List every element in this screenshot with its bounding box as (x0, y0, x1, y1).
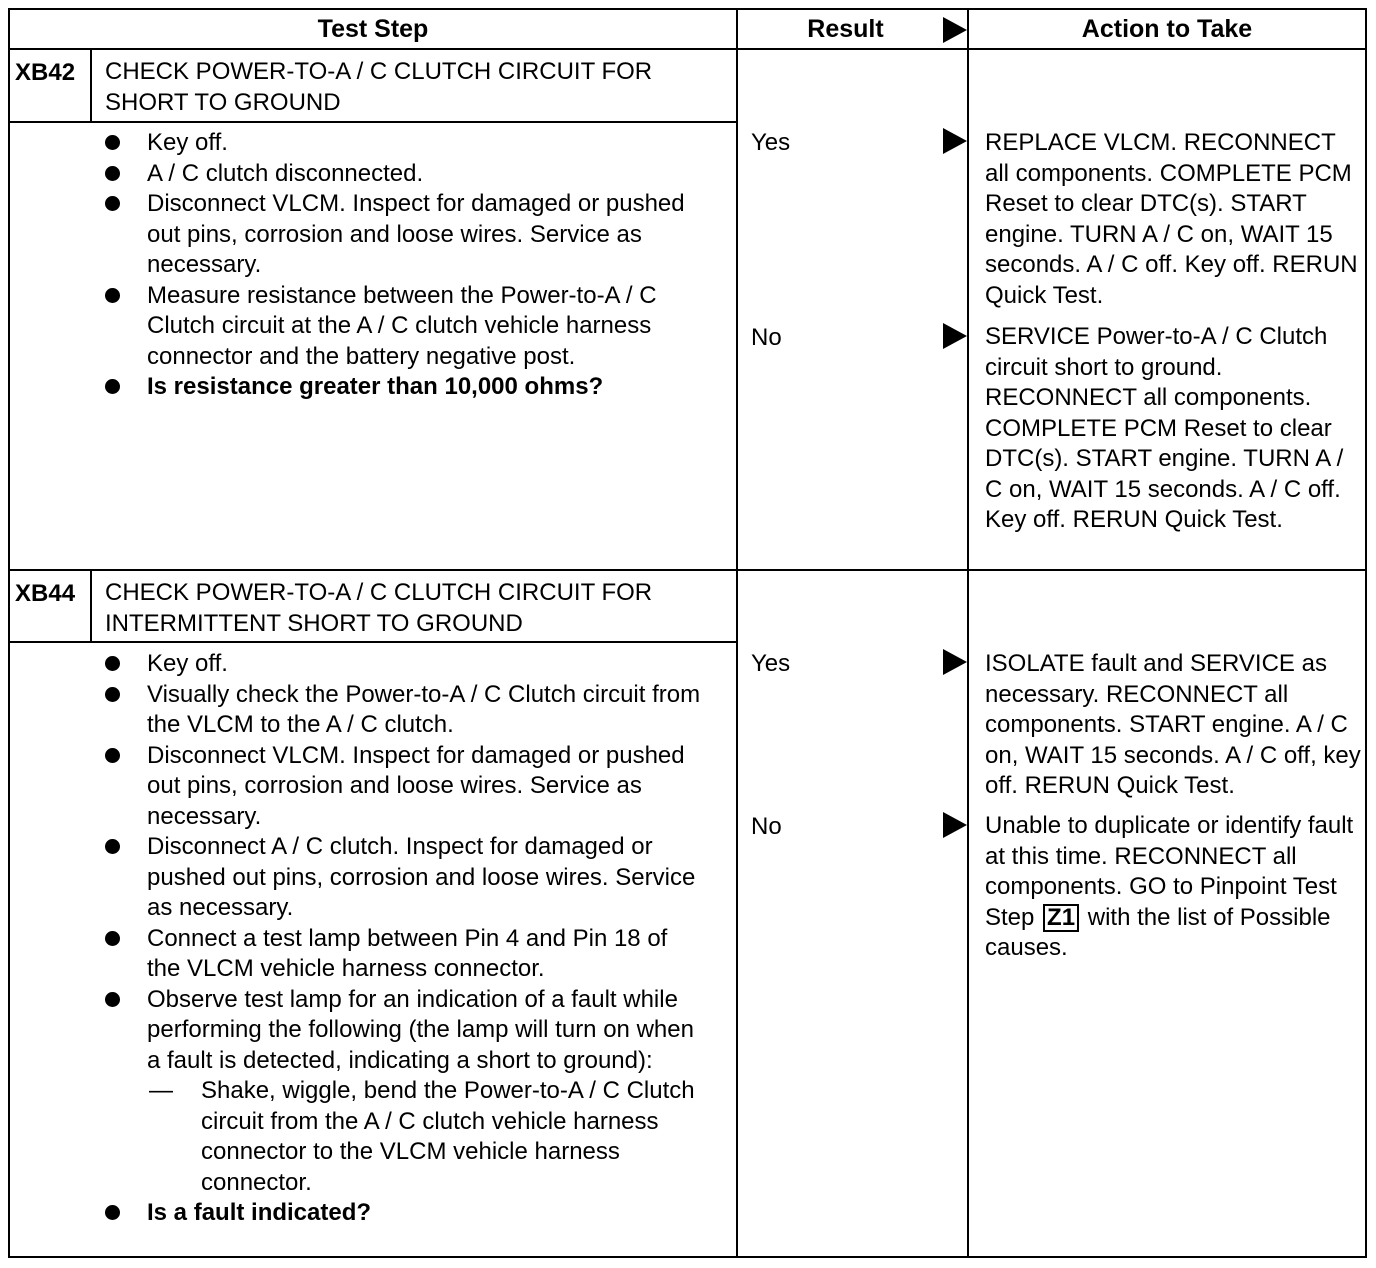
xb42-title-underline (8, 121, 737, 123)
bullet-text: Key off. (147, 129, 228, 156)
action-text (985, 811, 1365, 964)
bullet-icon (105, 656, 120, 671)
action-text-part: with the list of Possible causes. (985, 903, 1331, 961)
bullet-item (105, 281, 705, 373)
sub-bullet-text: Shake, wiggle, bend the Power-to-A / C Clutch circuit from the A / C clutch vehicle harness connector to the VLCM vehicle harness connector. (201, 1077, 695, 1196)
xb44-code-divider (90, 570, 92, 643)
col-divider-result (736, 8, 738, 1258)
step-title-line: SHORT TO GROUND (105, 88, 341, 116)
bullet-icon (105, 992, 120, 1007)
bullet-icon (105, 166, 120, 181)
bullet-question (105, 1198, 705, 1229)
bullet-text: Is a fault indicated? (147, 1199, 372, 1226)
step-title-line: CHECK POWER-TO-A / C CLUTCH CIRCUIT FOR (105, 579, 653, 606)
result-yes: Yes (751, 650, 791, 677)
header-test-step: Test Step (317, 15, 429, 43)
xb42-code-divider (90, 48, 92, 122)
test-step-reference[interactable]: Z1 (1043, 904, 1079, 932)
bullet-text: Observe test lamp for an indication of a fault while performing the following (the lamp will turn on when a fault is detected, indicating a short to ground): (147, 985, 694, 1074)
xb44-title-underline (8, 641, 737, 643)
result-no: No (751, 324, 782, 351)
arrow-icon (943, 649, 967, 675)
header-arrow-icon (943, 17, 967, 43)
col-divider-action (967, 8, 969, 1258)
header-result: Result (807, 15, 884, 43)
bullet-text: Key off. (147, 650, 228, 677)
bullet-icon (105, 135, 120, 150)
step-title-line: CHECK POWER-TO-A / C CLUTCH CIRCUIT FOR (105, 58, 653, 85)
bullet-text: Connect a test lamp between Pin 4 and Pin 18 of the VLCM vehicle harness connector. (147, 924, 668, 982)
header-action: Action to Take (1081, 15, 1253, 43)
bullet-icon (105, 687, 120, 702)
border-bottom (8, 1256, 1367, 1258)
row-divider (8, 569, 1367, 571)
bullet-icon (105, 748, 120, 763)
bullet-icon (105, 1205, 120, 1220)
bullet-question (105, 372, 705, 403)
arrow-icon (943, 812, 967, 838)
bullet-icon (105, 196, 120, 211)
bullet-text: Is resistance greater than 10,000 ohms? (147, 373, 604, 400)
step-title (105, 578, 652, 639)
bullet-icon (105, 288, 120, 303)
action-text: SERVICE Power-to-A / C Clutch circuit short to ground. RECONNECT all components. COMPLETE PCM Reset to clear DTC(s). START engine. TURN A / C on, WAIT 15 seconds. A / C off. Key off. RERUN Quick Test. (985, 323, 1344, 533)
bullet-text: Disconnect VLCM. Inspect for damaged or pushed out pins, corrosion and loose wires. Service as necessary. (147, 190, 685, 278)
bullet-item (105, 159, 705, 190)
bullet-item (105, 649, 705, 680)
bullet-item (105, 741, 705, 833)
step-title-line: INTERMITTENT SHORT TO GROUND (105, 609, 523, 637)
bullet-icon (105, 931, 120, 946)
action-text-part: Unable to duplicate or identify fault at this time. RECONNECT all components. GO to Pinpoint Test Step (985, 812, 1354, 931)
bullet-item (105, 985, 705, 1199)
arrow-icon (943, 128, 967, 154)
step-bullets (105, 649, 705, 1229)
result-no: No (751, 813, 782, 840)
sub-bullet (105, 1076, 705, 1198)
bullet-text: Disconnect VLCM. Inspect for damaged or pushed out pins, corrosion and loose wires. Service as necessary. (147, 741, 685, 830)
action-text: ISOLATE fault and SERVICE as necessary. RECONNECT all components. START engine. A / C on, WAIT 15 seconds. A / C off, key off. RERUN Quick Test. (985, 650, 1361, 799)
bullet-item (105, 128, 705, 159)
bullet-icon (105, 839, 120, 854)
bullet-text: Measure resistance between the Power-to-A / C Clutch circuit at the A / C clutch vehicle harness connector and the battery negative post. (147, 281, 657, 370)
action-text: REPLACE VLCM. RECONNECT all components. COMPLETE PCM Reset to clear DTC(s). START engine. TURN A / C on, WAIT 15 seconds. A / C off. Key off. RERUN Quick Test. (985, 129, 1358, 309)
bullet-item (105, 680, 705, 741)
step-title (105, 57, 652, 118)
bullet-item (105, 832, 705, 924)
step-bullets (105, 128, 705, 403)
bullet-text: Visually check the Power-to-A / C Clutch circuit from the VLCM to the A / C clutch. (147, 680, 701, 738)
dash-icon: — (149, 1077, 173, 1104)
border-left (8, 8, 10, 1258)
result-yes: Yes (751, 129, 791, 156)
bullet-text: A / C clutch disconnected. (147, 159, 424, 187)
bullet-item (105, 189, 705, 281)
bullet-icon (105, 379, 120, 394)
step-code: XB44 (15, 580, 76, 607)
bullet-text: Disconnect A / C clutch. Inspect for damaged or pushed out pins, corrosion and loose wires. Service as necessary. (147, 833, 696, 921)
bullet-item (105, 924, 705, 985)
arrow-icon (943, 323, 967, 349)
step-code: XB42 (15, 59, 76, 86)
border-right (1365, 8, 1367, 1258)
